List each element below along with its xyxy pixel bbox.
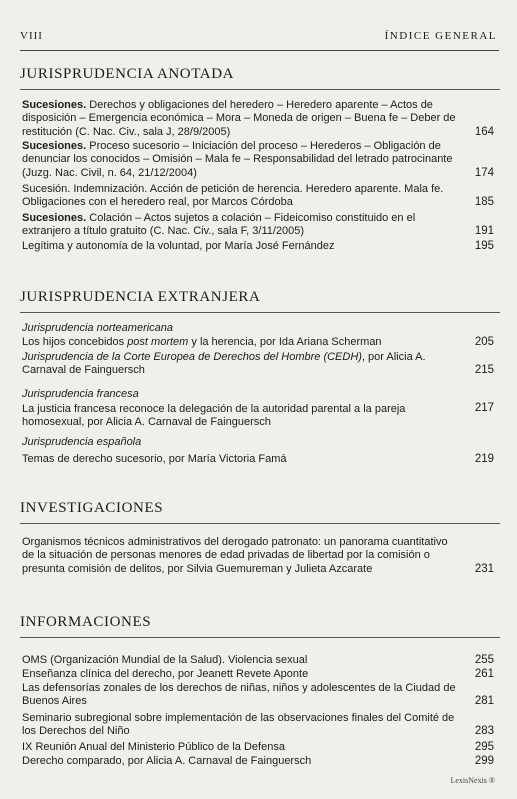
entry-heading: Sucesiones. bbox=[22, 99, 87, 111]
subsection-title: Jurisprudencia española bbox=[22, 436, 142, 448]
entry-page: 185 bbox=[474, 196, 494, 209]
entry-page: 215 bbox=[474, 364, 494, 377]
toc-entry[interactable] bbox=[22, 240, 494, 253]
toc-entry[interactable] bbox=[22, 453, 494, 466]
running-header: ÍNDICE GENERAL bbox=[384, 30, 497, 42]
section-title-investigaciones: INVESTIGACIONES bbox=[20, 500, 164, 516]
entry-text-italic: post mortem bbox=[127, 336, 189, 348]
entry-page: 255 bbox=[474, 654, 494, 666]
toc-entry[interactable] bbox=[22, 351, 494, 378]
entry-page: 195 bbox=[474, 240, 494, 252]
entry-text: IX Reunión Anual del Ministerio Público de la Defensa bbox=[22, 741, 285, 753]
entry-text: Enseñanza clínica del derecho, por Jeanett Revete Aponte bbox=[22, 668, 309, 680]
toc-entry[interactable] bbox=[22, 140, 494, 180]
entry-page: 299 bbox=[474, 755, 494, 767]
subsection-title: Jurisprudencia de la Corte Europea de Derechos del Hombre (CEDH) bbox=[22, 351, 362, 363]
entry-page: 231 bbox=[474, 562, 494, 575]
entry-page: 205 bbox=[474, 336, 494, 348]
entry-text: Legítima y autonomía de la voluntad, por María José Fernández bbox=[22, 240, 335, 252]
toc-entry[interactable] bbox=[22, 99, 494, 139]
toc-entry[interactable] bbox=[22, 336, 494, 349]
entry-page: 174 bbox=[474, 166, 494, 179]
section-rule bbox=[20, 312, 500, 313]
entry-text: OMS (Organización Mundial de la Salud). Violencia sexual bbox=[22, 654, 308, 666]
entry-text: Sucesión. Indemnización. Acción de petición de herencia. Heredero aparente. Mala fe. Obligaciones con el heredero real, por Marcos Córdoba bbox=[22, 183, 444, 209]
entry-page: 219 bbox=[474, 453, 494, 465]
entry-text: Derecho comparado, por Alicia A. Carnaval de Fainguersch bbox=[22, 755, 312, 767]
page-number-roman: VIII bbox=[20, 30, 43, 42]
toc-entry[interactable] bbox=[22, 212, 494, 239]
toc-entry[interactable] bbox=[22, 741, 494, 754]
entry-page: 281 bbox=[474, 695, 494, 708]
section-title-jurisprudencia-anotada: JURISPRUDENCIA ANOTADA bbox=[20, 66, 235, 82]
entry-heading: Sucesiones. bbox=[22, 212, 87, 224]
entry-page: 191 bbox=[474, 225, 494, 238]
entry-text: Proceso sucesorio – Iniciación del proceso – Herederos – Obligación de denunciar los conocidos – Omisión – Mala fe – Responsabilidad del letrado patrocinante (Juzg. Nac. Civil, n. 64, 21/12/2004) bbox=[22, 140, 453, 179]
toc-entry[interactable] bbox=[22, 403, 494, 430]
entry-page: 261 bbox=[474, 668, 494, 680]
entry-text: Organismos técnicos administrativos del derogado patronato: un panorama cuantitativo de la situación de personas menores de edad privadas de libertad por la comisión o presunta comisión de delitos, por Silvia Guemureman y Julieta Azcarate bbox=[22, 536, 448, 575]
entry-text: , por Alicia A. Carnaval de Fainguersch bbox=[22, 351, 426, 377]
entry-text: y la herencia, por Ida Ariana Scherman bbox=[188, 336, 382, 348]
subsection-title: Jurisprudencia norteamericana bbox=[22, 322, 174, 334]
toc-entry[interactable] bbox=[22, 712, 494, 739]
entry-page: 295 bbox=[474, 741, 494, 753]
section-rule bbox=[20, 637, 500, 638]
entry-text: La justicia francesa reconoce la delegación de la autoridad parental a la pareja homosexual, por Alicia A. Carnaval de Fainguersch bbox=[22, 403, 406, 429]
toc-entry[interactable] bbox=[22, 536, 494, 576]
entry-text: Derechos y obligaciones del heredero – Heredero aparente – Actos de disposición – Emergencia económica – Mora – Moneda de origen – Buena fe – Deber de restitución (C. Nac. Civ., sala J, 28/9/2005) bbox=[22, 99, 456, 138]
entry-page: 283 bbox=[474, 725, 494, 738]
toc-entry[interactable] bbox=[22, 668, 494, 681]
toc-entry[interactable] bbox=[22, 654, 494, 667]
entry-page: 217 bbox=[474, 402, 494, 415]
toc-entry[interactable] bbox=[22, 682, 494, 709]
header-rule bbox=[20, 50, 499, 51]
entry-page: 164 bbox=[474, 125, 494, 138]
entry-text: Los hijos concebidos bbox=[22, 336, 128, 348]
entry-text: Colación – Actos sujetos a colación – Fideicomiso constituido en el extranjero a título gratuito (C. Nac. Civ., sala F, 3/11/2005) bbox=[22, 212, 416, 238]
subsection-title: Jurisprudencia francesa bbox=[22, 388, 139, 400]
section-rule bbox=[20, 89, 500, 90]
entry-text: Seminario subregional sobre implementación de las observaciones finales del Comité de los Derechos del Niño bbox=[22, 712, 455, 738]
entry-text: Las defensorías zonales de los derechos de niñas, niños y adolescentes de la Ciudad de Buenos Aires bbox=[22, 682, 456, 708]
entry-text: Temas de derecho sucesorio, por María Victoria Famá bbox=[22, 453, 287, 465]
section-title-jurisprudencia-extranjera: JURISPRUDENCIA EXTRANJERA bbox=[20, 289, 261, 305]
entry-heading: Sucesiones. bbox=[22, 140, 87, 152]
publisher-footer: LexisNexis ® bbox=[450, 776, 495, 785]
toc-entry[interactable] bbox=[22, 183, 494, 210]
section-title-informaciones: INFORMACIONES bbox=[20, 614, 152, 630]
toc-entry[interactable] bbox=[22, 755, 494, 768]
section-rule bbox=[20, 523, 500, 524]
